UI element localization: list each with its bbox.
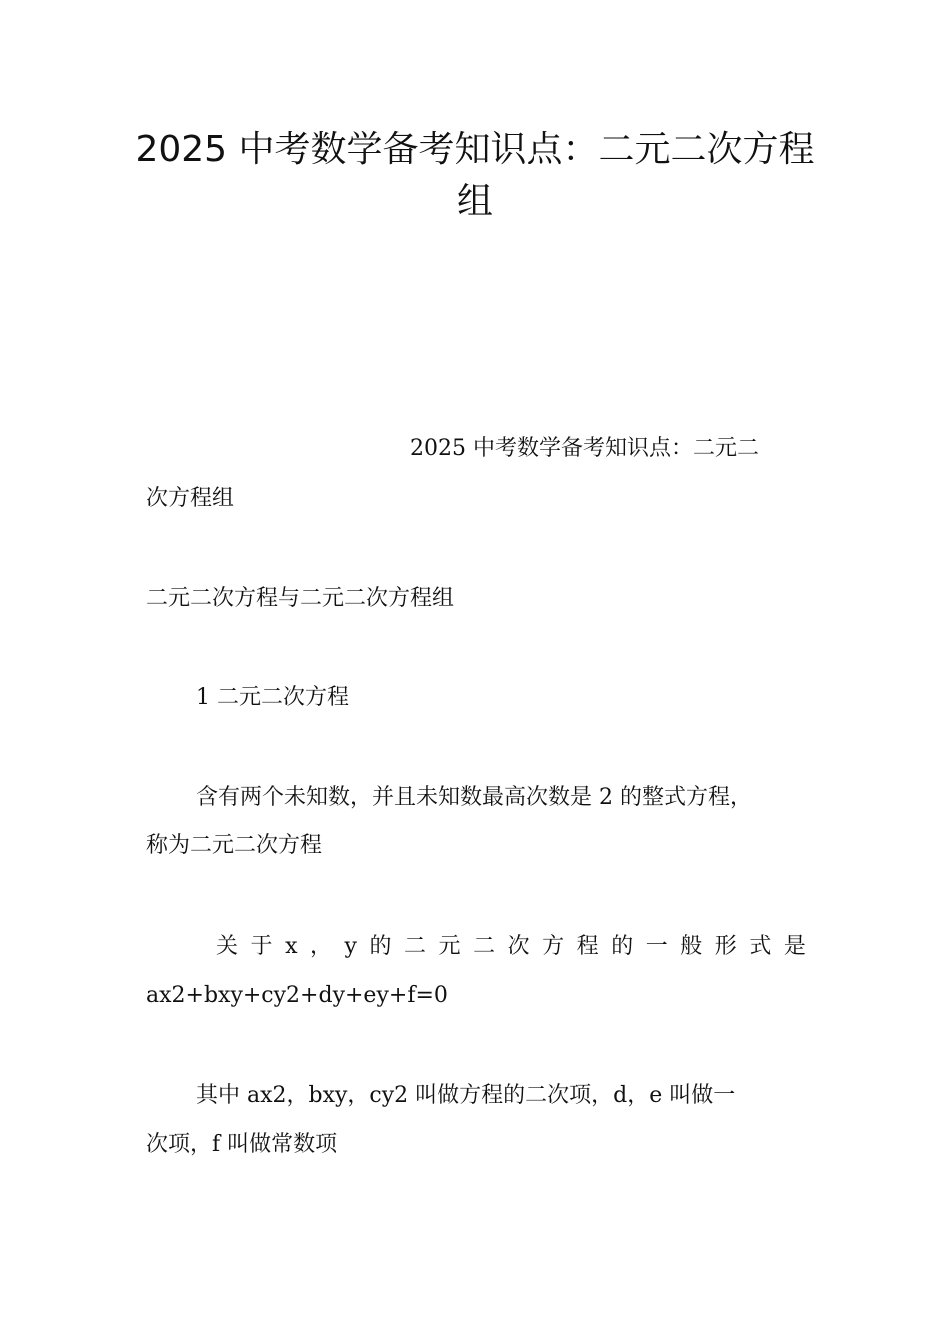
intro-line: 2025 中考数学备考知识点：二元二 (410, 436, 759, 461)
terms-paragraph-continued: 次项，f 叫做常数项 (146, 1132, 338, 1157)
general-form-char: 二 (404, 934, 427, 959)
intro-line-continued: 次方程组 (146, 486, 235, 511)
general-form-char: 一 (645, 934, 668, 959)
general-form-char: 二 (473, 934, 496, 959)
general-form-char: 于 (250, 934, 273, 959)
general-form-char: 形 (714, 934, 737, 959)
general-form-char: 方 (542, 934, 565, 959)
general-form-equation: ax2+bxy+cy2+dy+ey+f=0 (146, 983, 448, 1008)
general-form-char: 程 (576, 934, 599, 959)
definition-paragraph: 含有两个未知数，并且未知数最高次数是 2 的整式方程， (196, 785, 752, 810)
general-form-char: y (344, 934, 357, 959)
section-heading: 二元二次方程与二元二次方程组 (146, 586, 455, 611)
general-form-char: 元 (438, 934, 461, 959)
subheading: 1 二元二次方程 (196, 685, 349, 710)
document-title-continued: 组 (456, 181, 493, 222)
general-form-char: 次 (507, 934, 530, 959)
document-title: 2025 中考数学备考知识点：二元二次方程 (135, 129, 815, 170)
general-form-char: 的 (611, 934, 634, 959)
general-form-char: 式 (749, 934, 772, 959)
definition-paragraph-continued: 称为二元二次方程 (146, 833, 323, 858)
general-form-char: ， (310, 934, 333, 959)
terms-paragraph: 其中 ax2，bxy，cy2 叫做方程的二次项，d，e 叫做一 (196, 1083, 736, 1108)
general-form-char: 是 (783, 934, 806, 959)
general-form-char: 的 (369, 934, 392, 959)
general-form-char: x (285, 934, 298, 959)
general-form-sentence (146, 932, 806, 962)
general-form-char: 般 (680, 934, 703, 959)
general-form-char: 关 (216, 934, 239, 959)
